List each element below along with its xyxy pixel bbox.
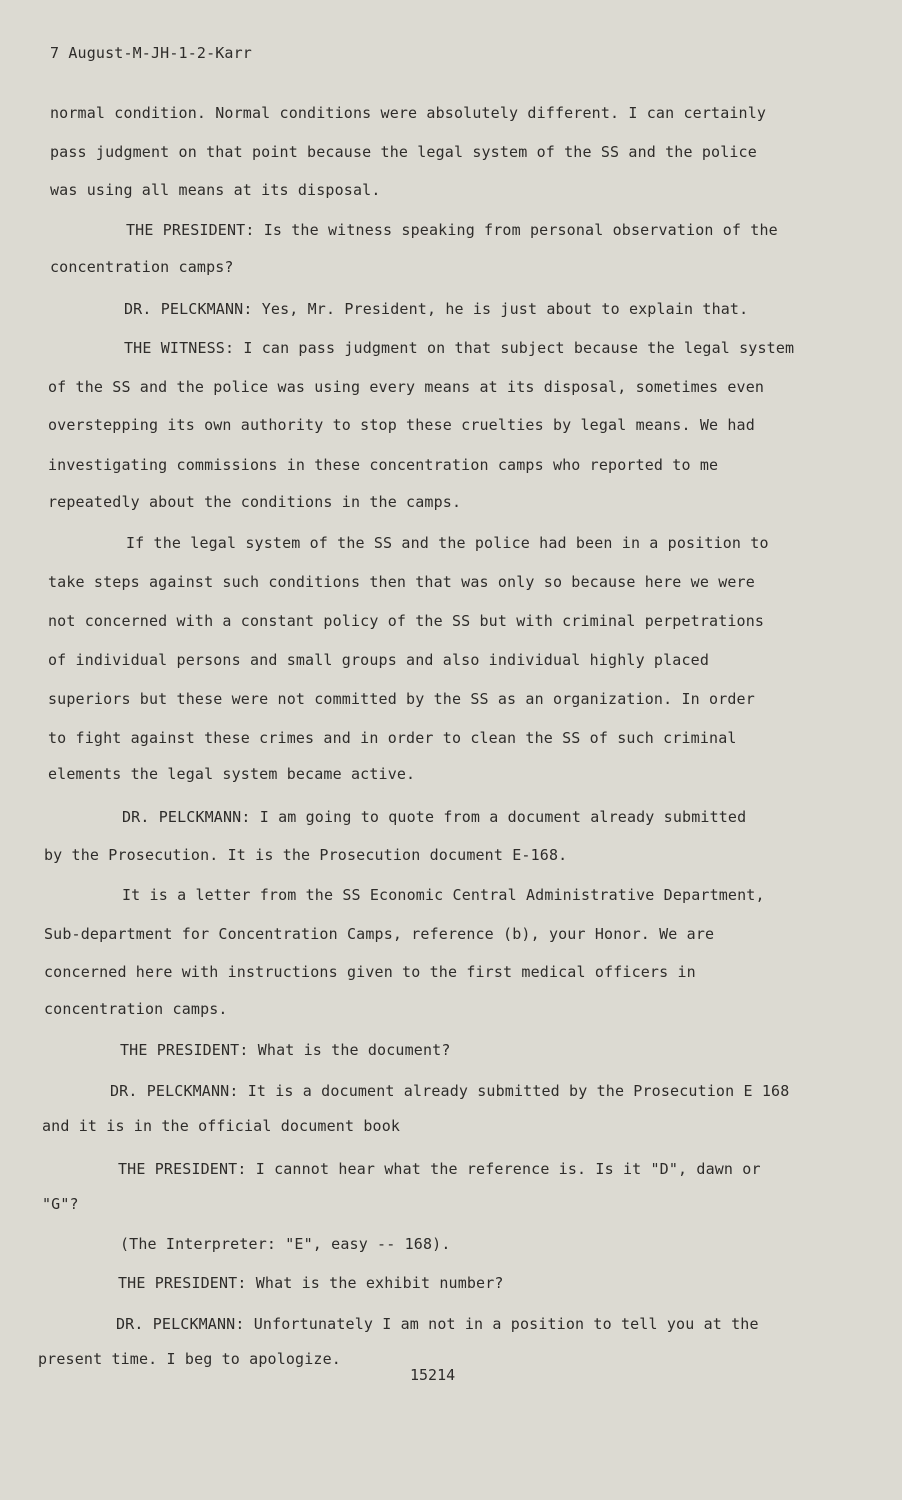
text-line: It is a letter from the SS Economic Central Administrative Department, (122, 886, 765, 904)
text-line: elements the legal system became active. (48, 765, 416, 783)
text-line: and it is in the official document book (42, 1117, 401, 1135)
text-line: normal condition. Normal conditions were absolutely different. I can certainly (50, 104, 767, 122)
text-line: present time. I beg to apologize. (38, 1350, 341, 1368)
text-line: THE PRESIDENT: Is the witness speaking from personal observation of the (126, 221, 778, 239)
text-line: THE PRESIDENT: What is the document? (120, 1041, 451, 1059)
text-line: was using all means at its disposal. (50, 181, 381, 199)
text-line: THE PRESIDENT: I cannot hear what the reference is. Is it "D", dawn or (118, 1160, 761, 1178)
text-line: to fight against these crimes and in order to clean the SS of such criminal (48, 729, 737, 747)
text-line: THE PRESIDENT: What is the exhibit number? (118, 1274, 504, 1292)
text-line: THE WITNESS: I can pass judgment on that subject because the legal system (124, 339, 795, 357)
text-line: concentration camps? (50, 258, 234, 276)
text-line: take steps against such conditions then that was only so because here we were (48, 573, 755, 591)
text-line: Sub-department for Concentration Camps, reference (b), your Honor. We are (44, 925, 715, 943)
text-line: of the SS and the police was using every means at its disposal, sometimes even (48, 378, 765, 396)
text-line: by the Prosecution. It is the Prosecution document E-168. (44, 846, 568, 864)
text-line: concentration camps. (44, 1000, 228, 1018)
text-line: DR. PELCKMANN: It is a document already submitted by the Prosecution E 168 (110, 1082, 790, 1100)
text-line: investigating commissions in these concentration camps who reported to me (48, 456, 719, 474)
text-line: overstepping its own authority to stop these cruelties by legal means. We had (48, 416, 755, 434)
text-line: (The Interpreter: "E", easy -- 168). (120, 1235, 451, 1253)
text-line: DR. PELCKMANN: Unfortunately I am not in a position to tell you at the (116, 1315, 759, 1333)
text-line: repeatedly about the conditions in the camps. (48, 493, 462, 511)
page-header: 7 August-M-JH-1-2-Karr (50, 44, 252, 62)
text-line: If the legal system of the SS and the police had been in a position to (126, 534, 769, 552)
text-line: DR. PELCKMANN: Yes, Mr. President, he is just about to explain that. (124, 300, 749, 318)
text-line: DR. PELCKMANN: I am going to quote from a document already submitted (122, 808, 747, 826)
text-line: not concerned with a constant policy of the SS but with criminal perpetrations (48, 612, 765, 630)
page-number: 15214 (410, 1366, 456, 1384)
text-line: concerned here with instructions given to the first medical officers in (44, 963, 696, 981)
text-line: of individual persons and small groups and also individual highly placed (48, 651, 710, 669)
text-line: pass judgment on that point because the legal system of the SS and the police (50, 143, 757, 161)
text-line: "G"? (42, 1195, 79, 1213)
text-line: superiors but these were not committed by the SS as an organization. In order (48, 690, 755, 708)
